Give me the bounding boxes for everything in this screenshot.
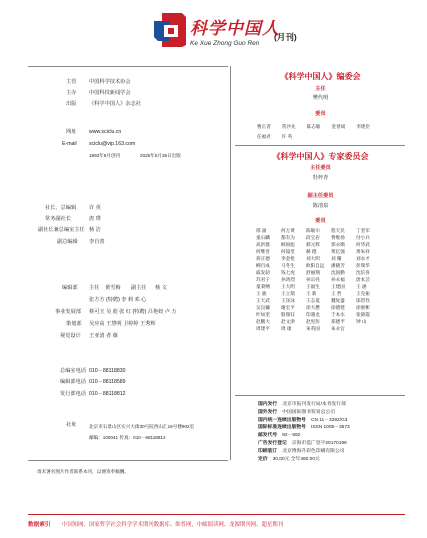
- expert-member: 王 哲: [331, 291, 342, 296]
- expert-member: 戚发轫: [256, 270, 270, 275]
- expert-chair: 牡梓青: [312, 175, 329, 181]
- expert-member: 柳百成: [256, 263, 270, 268]
- distribution-label: 定价: [258, 456, 268, 462]
- expert-member: 童石麟: [256, 235, 270, 240]
- editorial-member: 陈志敏: [306, 124, 321, 129]
- expert-members-grid: [256, 228, 381, 331]
- expert-member: 周建平: [256, 326, 270, 331]
- distribution-value: CN 11－3292/G3: [310, 417, 348, 423]
- email-link[interactable]: sciclu@vip.163.com: [89, 141, 136, 147]
- distribution-value: ISSN 1005－3573: [310, 425, 350, 431]
- editorial-member: 任福君: [257, 134, 271, 139]
- shijue-label: 视觉设计: [60, 333, 81, 339]
- divider-left-bottom: [28, 460, 228, 461]
- bianji-row2: 张方方 (特聘) 李 莉 邓 心: [89, 297, 147, 303]
- phone-value-1: 010－88118589: [89, 379, 126, 385]
- expert-member: 刘大明: [306, 256, 320, 261]
- shiye-label: 事业发展部: [55, 309, 81, 315]
- expert-member: 王建国: [331, 284, 345, 289]
- expert-member: 孙宗亮: [306, 277, 320, 282]
- expert-member: 吴良镛: [256, 305, 270, 310]
- expert-member: 刘 耀: [331, 256, 342, 261]
- expert-member: 王泽泳: [281, 298, 295, 303]
- staff-value-1: 唐 璞: [89, 216, 101, 222]
- editorial-members-row1: [257, 124, 370, 130]
- phone-label-1: 编辑部电话: [60, 379, 86, 385]
- address-label: 社址: [66, 422, 77, 428]
- expert-member: 彭瑞华: [356, 263, 370, 268]
- expert-member: 都有为: [281, 235, 295, 240]
- distribution-label: 国际标准连续出版物号: [258, 425, 306, 431]
- divider-right-mid: [235, 145, 405, 146]
- expert-member: 于本水: [331, 312, 345, 317]
- editorial-member: 李建臣: [356, 124, 370, 129]
- expert-member: 印遇龙: [306, 312, 320, 317]
- founded-date: 1993年8月创刊: [89, 153, 121, 158]
- expert-member: 刘永才: [356, 256, 370, 261]
- expert-vice-label: 副主任委员: [307, 193, 334, 199]
- expert-member: 王福生: [306, 284, 320, 289]
- masthead-title: 科学中国人: [190, 19, 280, 39]
- expert-member: 舒丽翔: [306, 270, 320, 275]
- expert-member: 朱永官: [331, 326, 345, 331]
- address-line2: 邮编：100041 传真：010－88118812: [89, 435, 166, 440]
- distribution-row: [258, 424, 350, 432]
- expert-vice: 陈清泉: [312, 203, 329, 209]
- cehua-value: 吴应高 王慧明 卫婷婷 王秀辉: [89, 321, 156, 327]
- expert-member: 徐德建: [331, 305, 345, 310]
- phone-value-0: 010－88118830: [89, 368, 126, 374]
- distribution-value: 82－592: [282, 433, 301, 439]
- expert-member: 陈敏川: [306, 228, 320, 233]
- expert-member: 付小兵: [356, 235, 370, 240]
- staff-value-3: 李自善: [89, 239, 105, 245]
- expert-member: 郭永顺: [331, 242, 345, 247]
- expert-board-title: 《科学中国人》专家委员会: [272, 152, 369, 161]
- issue-date: 2025年5月25日出版: [140, 153, 181, 158]
- staff-value-0: 许 英: [89, 205, 101, 211]
- expert-member: 王志夏: [306, 298, 320, 303]
- expert-member: 邢 涌: [256, 228, 267, 233]
- expert-member: 何万黄: [281, 228, 295, 233]
- bianji-v2: 杨 文: [155, 285, 167, 291]
- expert-member: 何继善: [256, 249, 270, 254]
- phone-label-2: 发行部电话: [60, 391, 86, 397]
- logo-icon: [152, 11, 188, 49]
- expert-member: 唐本芸: [356, 277, 370, 282]
- editorial-member: 曹正者: [257, 124, 271, 129]
- expert-member: 孙永福: [331, 277, 345, 282]
- phone-value-2: 010－88118812: [89, 391, 126, 397]
- expert-member: 段宝岩: [306, 235, 320, 240]
- distribution-value: 北京博海升彩色印刷有限公司: [282, 448, 345, 454]
- distribution-label: 邮发代号: [258, 433, 278, 439]
- staff-label-3: 副总编辑: [57, 239, 78, 245]
- bianji-l2: 副主任: [131, 285, 147, 291]
- editorial-member: 金誉斌: [331, 124, 346, 129]
- staff-label-0: 社长、总编辑: [45, 205, 77, 211]
- expert-member: 赫 德: [306, 249, 317, 254]
- editorial-chair-label: 主任: [315, 86, 326, 92]
- web-label: 网址: [66, 129, 77, 135]
- expert-member: 马冬生: [281, 263, 295, 268]
- expert-member: 王 骏: [256, 291, 267, 296]
- staff-value-2: 杨 洁: [89, 227, 101, 233]
- expert-member: 谢宏平: [281, 305, 295, 310]
- divider-left-top: [28, 66, 228, 67]
- distribution-row: [258, 401, 350, 409]
- email-label: E-mail: [62, 141, 77, 147]
- expert-member: 潘晓芳: [331, 263, 345, 268]
- distribution-row: [258, 417, 350, 425]
- expert-member: 赵宪彭: [306, 319, 320, 324]
- expert-members-label: 委员: [315, 218, 326, 224]
- bianji-label: 编辑部: [62, 285, 78, 291]
- expert-member: 蒋庄德: [256, 256, 270, 261]
- expert-member: 王克振: [356, 291, 370, 296]
- pub-info-chuban-value: 《科学中国人》杂志社: [89, 101, 141, 107]
- distribution-row: [258, 409, 350, 417]
- distribution-value: 北京市报刊发行局/本刊发行部: [282, 402, 346, 407]
- editorial-chair: 樊代明: [312, 95, 329, 101]
- cehua-label: 策划部: [66, 321, 82, 327]
- expert-member: 顾国彪: [281, 242, 295, 247]
- expert-member: 沈倍喜: [356, 270, 370, 275]
- expert-member: 王天武: [256, 298, 270, 303]
- expert-member: 苏君子: [256, 277, 270, 282]
- expert-chair-label: 主任委员: [310, 165, 331, 171]
- distribution-label: 印刷装订: [258, 448, 278, 454]
- address-line1: 北京市石景山区实兴大街30号院西山汇16号楼902室: [89, 424, 195, 429]
- footer-label: 数据索引: [28, 522, 51, 528]
- expert-member: 王 涵: [356, 284, 367, 289]
- expert-member: 王立鼎: [281, 291, 295, 296]
- distribution-label: 国外发行: [258, 409, 278, 415]
- expert-member: 何华武: [356, 242, 370, 247]
- distribution-row: [258, 456, 350, 464]
- distribution-row: [258, 432, 350, 440]
- expert-member: 沈国勤: [331, 270, 345, 275]
- divider-footer: [28, 514, 405, 515]
- distribution-label: 国内发行: [258, 402, 278, 407]
- expert-member: 周 康: [281, 326, 292, 331]
- expert-member: 李金伦: [281, 256, 295, 261]
- issue-type: (月刊): [274, 32, 297, 42]
- disclaimer: 请未署名图片作者联系本刊，以便寄奉稿酬。: [37, 469, 129, 474]
- distribution-value: 京海市监广登字20170198: [291, 440, 347, 446]
- distribution-block: [258, 401, 350, 463]
- expert-member: 徐惠彬: [356, 305, 370, 310]
- expert-member: 赵鹏大: [256, 319, 270, 324]
- expert-member: 黄亿强: [331, 249, 345, 254]
- distribution-row: [258, 440, 350, 448]
- distribution-row: [258, 448, 350, 456]
- divider-right-bottom: [235, 395, 405, 396]
- masthead-pinyin: Ke Xue Zhong Guo Ren: [190, 40, 260, 47]
- shiye-value: 蔡可玉 吴 彪 张 红 (特聘) 吕艳姣 卢 万: [89, 309, 177, 315]
- expert-member: 何镜堂: [281, 249, 295, 254]
- distribution-label: 广告发行登记: [258, 440, 287, 446]
- expert-member: 高洪群: [256, 242, 270, 247]
- expert-member: 魏复盛: [331, 298, 345, 303]
- footer-index-list: 中国知网、国家哲学社会科学学术期刊数据库、维普网、中邮阅读网、龙源期刊网、超星期刊: [62, 522, 284, 528]
- expert-member: 王大明: [281, 284, 295, 289]
- divider-vertical: [230, 66, 231, 460]
- pub-info-zhuguan-label: 主管: [66, 79, 77, 85]
- staff-label-2: 副社长兼总编室主任: [38, 227, 85, 233]
- expert-member: 郝元辉: [306, 242, 320, 247]
- expert-member: 殷瑞钰: [281, 312, 295, 317]
- staff-label-1: 常务副社长: [45, 216, 71, 222]
- distribution-value: 中国国际图书贸易总公司: [282, 409, 335, 415]
- expert-member: 王 新: [306, 291, 317, 296]
- pub-info-chuban-label: 出版: [66, 101, 77, 107]
- editorial-members-row2: [257, 134, 292, 140]
- expert-member: 郑德平: [331, 319, 345, 324]
- expert-member: 叶如奎: [256, 312, 270, 317]
- editorial-member: 许 英: [281, 134, 293, 139]
- web-link[interactable]: www.sciclu.cn: [89, 129, 122, 135]
- expert-member: 孙鸿烈: [281, 277, 295, 282]
- expert-member: 童秉纲: [256, 284, 270, 289]
- expert-member: 朱英国: [306, 326, 320, 331]
- editorial-member: 常沙先: [281, 124, 296, 129]
- masthead-logo: [152, 11, 188, 49]
- pub-info-zhuguan-value: 中国科学技术协会: [89, 79, 131, 85]
- distribution-value: 30.00元 全年360.00元: [272, 456, 320, 462]
- shijue-value: 王亚清 者 薇: [89, 333, 118, 339]
- expert-member: 丁奎军: [356, 228, 370, 233]
- expert-member: 徐大懋: [306, 305, 320, 310]
- bianji-l1: 主任: [89, 285, 100, 291]
- expert-member: 钟 山: [356, 319, 367, 324]
- expert-member: 程天民: [331, 228, 345, 233]
- expert-member: 费维扬: [331, 235, 345, 240]
- expert-member: 赵文津: [281, 319, 295, 324]
- distribution-label: 国内统一连续出版物号: [258, 417, 306, 423]
- expert-member: 欧阳自远: [306, 263, 325, 268]
- pub-info-zhuban-label: 主办: [66, 90, 77, 96]
- editorial-members-label: 委员: [315, 111, 326, 117]
- expert-member: [356, 326, 381, 331]
- expert-member: 张锦霞: [356, 312, 370, 317]
- pub-info-zhuban-value: 中国科技新闻学会: [89, 90, 131, 96]
- expert-member: 钱七虎: [281, 270, 295, 275]
- editorial-board-title: 《科学中国人》编委会: [280, 72, 361, 81]
- bianji-v1: 黄雪梅: [105, 285, 121, 291]
- expert-member: 邬贺铨: [356, 298, 370, 303]
- phone-label-0: 总编室电话: [60, 368, 86, 374]
- expert-member: 黄朱祥: [356, 249, 370, 254]
